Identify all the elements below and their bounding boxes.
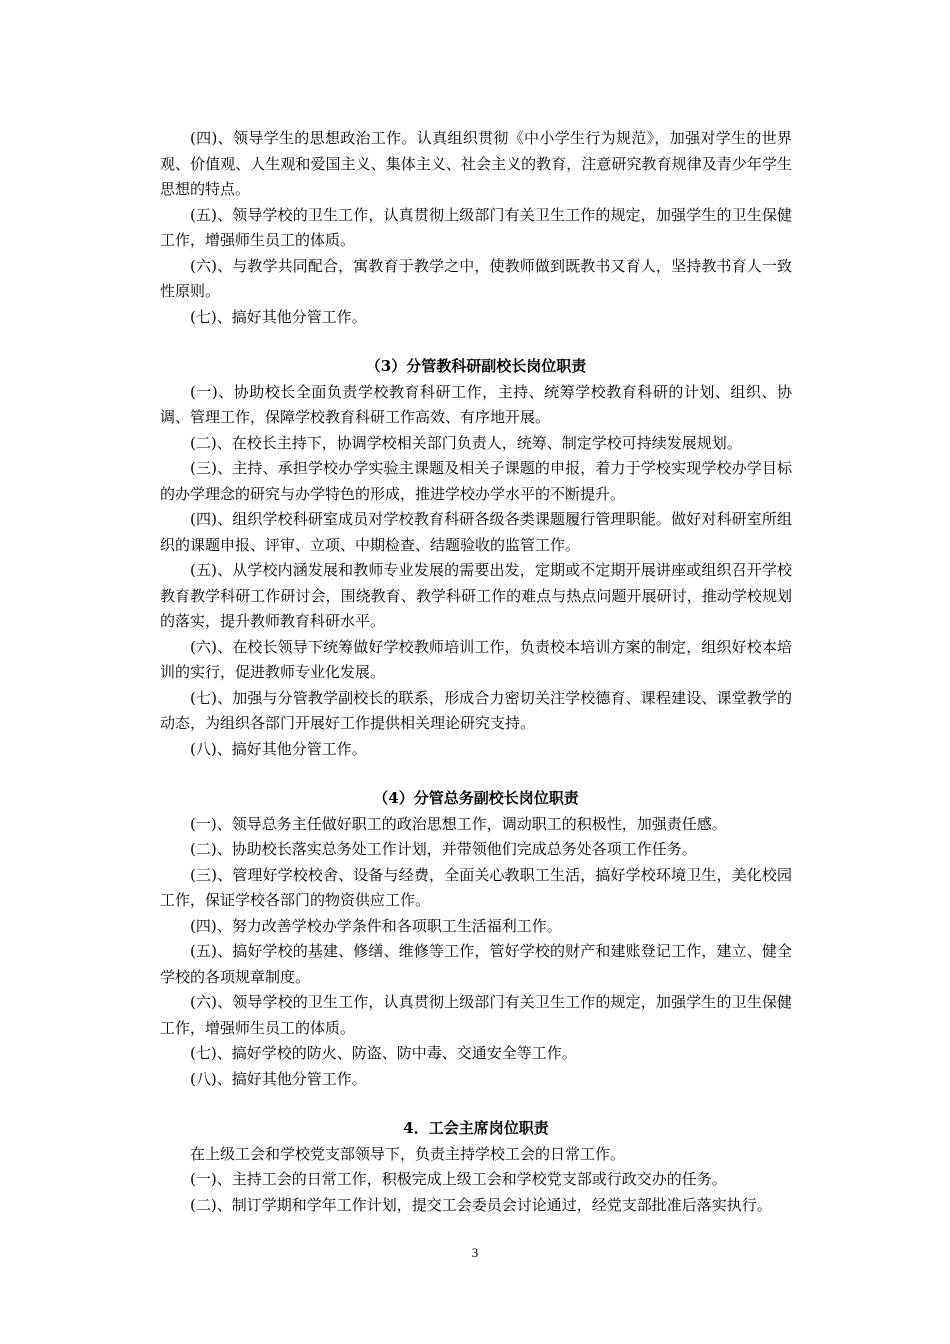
paragraph: (六)、与教学共同配合，寓教育于教学之中，使教师做到既教书又育人，坚持教书育人一致性原则。 bbox=[160, 256, 792, 300]
section-intro bbox=[160, 126, 792, 330]
paragraph: (二)、协助校长落实总务处工作计划，并带领他们完成总务处各项工作任务。 bbox=[190, 840, 697, 858]
paragraph: (四)、领导学生的思想政治工作。认真组织贯彻《中小学生行为规范》，加强对学生的世界观、价值观、人生观和爱国主义、集体主义、社会主义的教育，注意研究教育规律及青少年学生思想的特点。 bbox=[160, 129, 792, 198]
section-heading: （4）分管总务副校长岗位职责 bbox=[373, 789, 579, 807]
paragraph: (六)、在校长领导下统筹做好学校教师培训工作，负责校本培训方案的制定，组织好校本培训的实行，促进教师专业化发展。 bbox=[160, 637, 792, 681]
paragraph: (六)、领导学校的卫生工作，认真贯彻上级部门有关卫生工作的规定，加强学生的卫生保健工作，增强师生员工的体质。 bbox=[160, 993, 792, 1037]
paragraph: (四)、努力改善学校办学条件和各项职工生活福利工作。 bbox=[190, 916, 562, 935]
paragraph: (二)、在校长主持下，协调学校相关部门负责人，统筹、制定学校可持续发展规划。 bbox=[190, 433, 742, 452]
paragraph: (七)、加强与分管教学副校长的联系，形成合力密切关注学校德育、课程建设、课堂教学的动态，为组织各部门开展好工作提供相关理论研究支持。 bbox=[160, 688, 792, 732]
paragraph: (四)、组织学校科研室成员对学校教育科研各级各类课题履行管理职能。做好对科研室所组织的课题申报、评审、立项、中期检查、结题验收的监管工作。 bbox=[160, 510, 792, 554]
section-heading: 4．工会主席岗位职责 bbox=[403, 1119, 549, 1137]
section-research-vp bbox=[160, 354, 792, 762]
paragraph: 在上级工会和学校党支部领导下，负责主持学校工会的日常工作。 bbox=[190, 1144, 626, 1163]
paragraph: (三)、管理好学校校舍、设备与经费，全面关心教职工生活，搞好学校环境卫生，美化校园工作，保证学校各部门的物资供应工作。 bbox=[160, 865, 792, 909]
paragraph: (三)、主持、承担学校办学实验主课题及相关子课题的申报，着力于学校实现学校办学目标的办学理念的研究与办学特色的形成，推进学校办学水平的不断提升。 bbox=[160, 459, 792, 503]
paragraph: (七)、搞好其他分管工作。 bbox=[190, 307, 367, 326]
paragraph: (七)、搞好学校的防火、防盗、防中毒、交通安全等工作。 bbox=[190, 1044, 577, 1062]
paragraph: (五)、搞好学校的基建、修缮、维修等工作，管好学校的财产和建账登记工作，建立、健全学校的各项规章制度。 bbox=[160, 942, 792, 986]
section-general-affairs-vp bbox=[160, 786, 792, 1092]
paragraph: (二)、制订学期和学年工作计划，提交工会委员会讨论通过，经党支部批准后落实执行。 bbox=[190, 1195, 772, 1214]
paragraph: (一)、主持工会的日常工作，积极完成上级工会和学校党支部或行政交办的任务。 bbox=[190, 1170, 727, 1188]
paragraph: (五)、领导学校的卫生工作，认真贯彻上级部门有关卫生工作的规定，加强学生的卫生保健工作，增强师生员工的体质。 bbox=[160, 205, 792, 249]
section-union-chair bbox=[160, 1116, 792, 1218]
paragraph: (五)、从学校内涵发展和教师专业发展的需要出发，定期或不定期开展讲座或组织召开学校教育教学科研工作研讨会，围绕教育、教学科研工作的难点与热点问题开展研讨，推动学校规划的落实，提升教师教育科研水平。 bbox=[160, 561, 792, 630]
paragraph: (一)、协助校长全面负责学校教育科研工作，主持、统筹学校教育科研的计划、组织、协调、管理工作，保障学校教育科研工作高效、有序地开展。 bbox=[160, 382, 792, 426]
paragraph: (八)、搞好其他分管工作。 bbox=[190, 1069, 367, 1088]
document-body bbox=[160, 126, 792, 1218]
page-number: 3 bbox=[471, 1245, 479, 1260]
section-heading: （3）分管教科研副校长岗位职责 bbox=[365, 357, 587, 375]
paragraph: (八)、搞好其他分管工作。 bbox=[190, 739, 367, 758]
paragraph: (一)、领导总务主任做好职工的政治思想工作，调动职工的积极性，加强责任感。 bbox=[190, 814, 727, 833]
